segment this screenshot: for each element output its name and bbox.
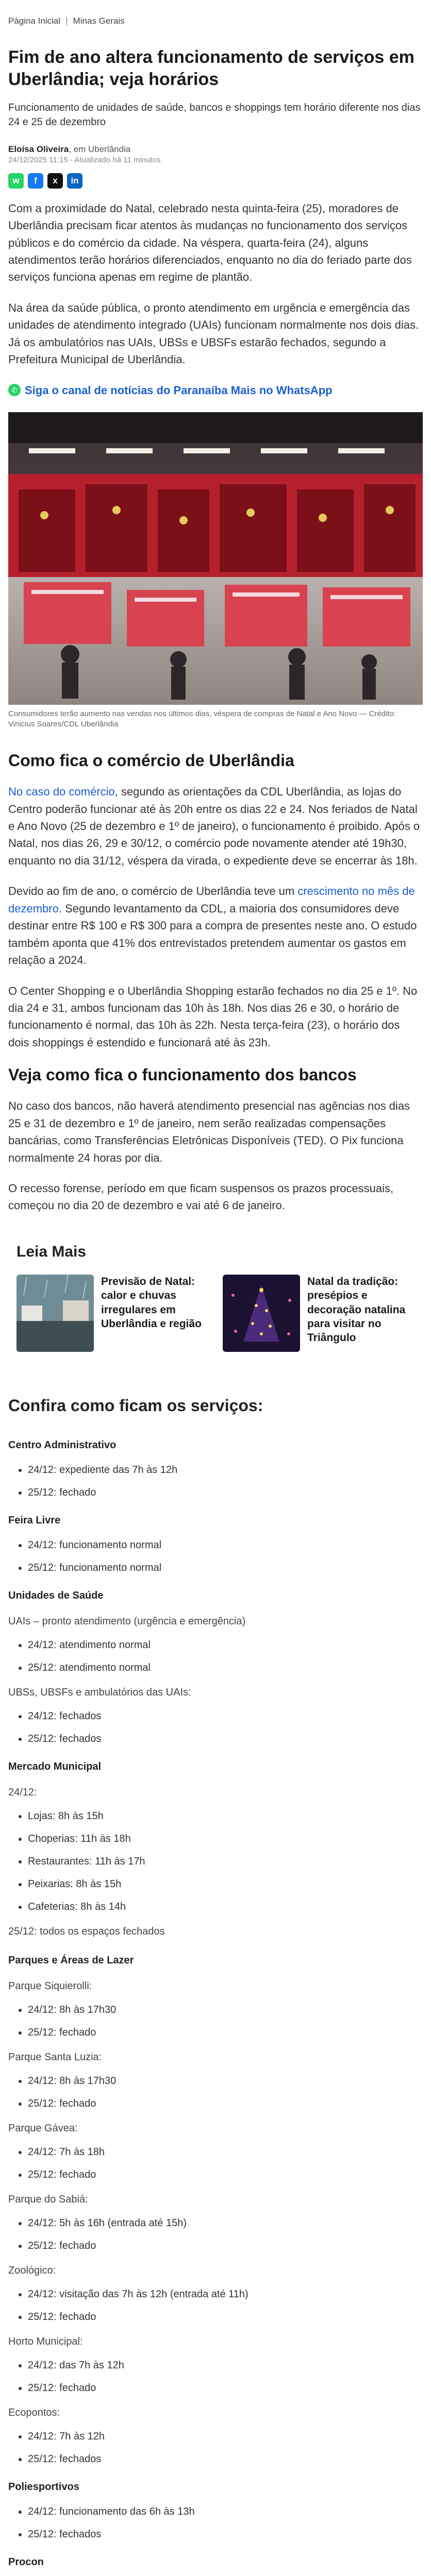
- hero-image: [8, 412, 423, 705]
- whatsapp-channel-link[interactable]: [8, 382, 423, 399]
- list-item: • 25/12: fechados: [28, 1732, 423, 1745]
- page-title: Fim de ano altera funcionamento de serviços em Uberlândia; veja horários: [8, 47, 415, 90]
- service-subtitle: Parque Siquierolli:: [8, 1980, 92, 1992]
- x-share-icon[interactable]: x: [47, 173, 63, 189]
- list-item: • 25/12: fechados: [28, 2528, 423, 2541]
- breadcrumb-section-link[interactable]: Minas Gerais: [73, 16, 125, 26]
- author-name[interactable]: Eloísa Oliveira: [8, 144, 69, 154]
- leia-mais-row: [16, 1275, 415, 1352]
- list-item: • 25/12: atendimento normal: [28, 1661, 423, 1674]
- service-list: [8, 1809, 423, 1913]
- service-subtitle: UBSs, UBSFs e ambulatórios das UAIs:: [8, 1686, 191, 1698]
- paragraph: O Center Shopping e o Uberlândia Shopping estarão fechados no dia 25 e 1º. No dia 24 e 31, ambos funcionam das 10h às 18h. Nos dias 26 e 30, o horário de funcionamento é normal, das 10h às 22h. Nesta terça-feira (23), o horário dos dois shoppings é estendido e funcionará até às 23h.: [8, 984, 418, 1049]
- service-subtitle: Zoológico:: [8, 2264, 56, 2276]
- list-item: • Restaurantes: 11h às 17h: [28, 1855, 423, 1868]
- leia-mais-thumbnail: [16, 1275, 94, 1352]
- list-item: • Peixarias: 8h às 15h: [28, 1877, 423, 1891]
- list-item: • 25/12: fechado: [28, 2310, 423, 2324]
- breadcrumb: [8, 0, 423, 46]
- list-item: • 24/12: funcionamento das 6h às 13h: [28, 2505, 423, 2518]
- leia-mais-title: Natal da tradição: presépios e decoração natalina para visitar no Triângulo: [307, 1275, 406, 1344]
- list-item: • Choperias: 11h às 18h: [28, 1832, 423, 1845]
- service-subtitle: Parque do Sabiá:: [8, 2193, 88, 2205]
- list-item: • 25/12: funcionamento normal: [28, 1561, 423, 1574]
- list-item: • Lojas: 8h às 15h: [28, 1809, 423, 1823]
- rainy-street-image: [16, 1275, 94, 1352]
- service-list: [8, 2359, 423, 2395]
- service-title: Procon: [8, 2556, 44, 2568]
- service-list: [8, 1538, 423, 1574]
- image-caption: Consumidores terão aumento nas vendas nos últimos dias, véspera de compras de Natal e Ano Novo — Crédito: Vinicius Soares/CDL Uberlândia: [8, 709, 396, 728]
- service-subtitle: Parque Gávea:: [8, 2122, 78, 2134]
- list-item: • 24/12: 8h às 17h30: [28, 2003, 423, 2016]
- crescimento-link[interactable]: crescimento no mês de dezembro: [8, 885, 415, 915]
- list-item: • 25/12: fechado: [28, 2239, 423, 2252]
- service-list: [8, 2430, 423, 2466]
- article-lead: Funcionamento de unidades de saúde, bancos e shoppings tem horário diferente nos dias 24 e 25 de dezembro: [8, 101, 421, 128]
- service-list: [8, 2003, 423, 2039]
- service-title: Centro Administrativo: [8, 1439, 117, 1451]
- paragraph: O recesso forense, período em que ficam suspensos os prazos processuais, começou no dia 20 de dezembro e vai até 6 de janeiro.: [8, 1182, 394, 1212]
- paragraph-text: , segundo as orientações da CDL Uberlândia, as lojas do Centro poderão funcionar até às 20h entre os dias 22 e 24. Nos feriados de Natal e Ano Novo (25 de dezembro e 1º de janeiro), o funcionamento é proibido. Após o Natal, nos dias 26, 29 e 30/12, o comércio pode novamente atender até 19h30, enquanto no dia 31/12, véspera da virada, o expediente deve se encerrar às 18h.: [8, 785, 420, 867]
- list-item: • 24/12: expediente das 7h às 12h: [28, 1463, 423, 1477]
- list-item: • Cafeterias: 8h às 14h: [28, 1900, 423, 1913]
- list-item: • 25/12: fechado: [28, 2097, 423, 2110]
- whatsapp-channel-label: Siga o canal de notícias do Paranaíba Mais no WhatsApp: [25, 383, 333, 397]
- breadcrumb-separator-icon: |: [65, 16, 68, 26]
- list-item: • 24/12: atendimento normal: [28, 1638, 423, 1652]
- service-subtitle: Parque Santa Luzia:: [8, 2051, 102, 2063]
- paragraph: Com a proximidade do Natal, celebrado nesta quinta-feira (25), moradores de Uberlândia precisam ficar atentos às mudanças no funcionamento dos serviços públicos e do comércio da cidade. Na véspera, quarta-feira (24), alguns atendimentos terão horários diferenciados, enquanto no dia do feriado parte dos serviços funciona apenas em regime de plantão.: [8, 201, 412, 284]
- section-heading-bancos: Veja como fica o funcionamento dos bancos: [8, 1065, 357, 1084]
- paragraph: [8, 783, 423, 869]
- publish-dates: 24/12/2025 11:15 - Atualizado há 11 minutos: [8, 156, 161, 165]
- list-item: • 24/12: funcionamento normal: [28, 1538, 423, 1552]
- service-subtitle: 25/12: todos os espaços fechados: [8, 1925, 165, 1937]
- linkedin-share-icon[interactable]: in: [67, 173, 82, 189]
- confira-heading: Confira como ficam os serviços:: [8, 1396, 263, 1415]
- list-item: • 24/12: fechados: [28, 1709, 423, 1723]
- list-item: • 24/12: 8h às 17h30: [28, 2074, 423, 2088]
- paragraph-text: Devido ao fim de ano, o comércio de Uberlândia teve um: [8, 885, 298, 898]
- leia-mais-thumbnail: [223, 1275, 300, 1352]
- comercio-link[interactable]: No caso do comércio: [8, 785, 115, 799]
- service-list: [8, 2145, 423, 2181]
- leia-mais-card[interactable]: [16, 1275, 208, 1352]
- list-item: • 24/12: 7h às 12h: [28, 2430, 423, 2443]
- service-subtitle: Ecopontos:: [8, 2406, 60, 2418]
- paragraph: [8, 883, 423, 969]
- service-subtitle: 24/12:: [8, 1786, 37, 1798]
- service-list: [8, 1709, 423, 1745]
- whatsapp-share-icon[interactable]: w: [8, 173, 24, 189]
- service-title: Feira Livre: [8, 1514, 61, 1526]
- service-list: [8, 2505, 423, 2541]
- list-item: • 25/12: fechado: [28, 2168, 423, 2181]
- leia-mais-card[interactable]: [223, 1275, 415, 1352]
- facebook-share-icon[interactable]: f: [28, 173, 43, 189]
- service-list: [8, 2074, 423, 2110]
- list-item: • 25/12: fechado: [28, 2026, 423, 2039]
- christmas-lights-image: [223, 1275, 300, 1352]
- service-list: [8, 1638, 423, 1674]
- service-title: Unidades de Saúde: [8, 1589, 104, 1601]
- paragraph: No caso dos bancos, não haverá atendimento presencial nas agências nos dias 25 e 31 de dezembro e 1º de janeiro, nem serão realizadas compensações bancárias, como Transferências Eletrônicas Disponíveis (TED). O Pix funciona normalmente 24 horas por dia.: [8, 1099, 410, 1164]
- service-title: Mercado Municipal: [8, 1760, 102, 1772]
- service-subtitle: Horto Municipal:: [8, 2335, 83, 2347]
- list-item: • 24/12: visitação das 7h às 12h (entrada até 11h): [28, 2287, 423, 2301]
- share-bar: [8, 173, 423, 189]
- author-location: , em Uberlândia: [69, 144, 131, 154]
- whatsapp-icon: ✆: [8, 384, 21, 396]
- leia-mais-title: Previsão de Natal: calor e chuvas irregulares em Uberlândia e região: [101, 1275, 202, 1330]
- store-photo: [8, 412, 423, 705]
- service-list: [8, 2287, 423, 2324]
- list-item: • 24/12: das 7h às 12h: [28, 2359, 423, 2372]
- paragraph: Na área da saúde pública, o pronto atendimento em urgência e emergência das unidades de atendimento integrado (UAIs) funcionam normalmente nos dois dias. Já os ambulatórios nas UAIs, UBSs e UBSFs estarão fechados, segundo a Prefeitura Municipal de Uberlândia.: [8, 301, 419, 366]
- list-item: • 24/12: 7h às 18h: [28, 2145, 423, 2159]
- leia-mais-heading: Leia Mais: [16, 1243, 87, 1260]
- byline: [8, 144, 423, 166]
- list-item: • 25/12: fechado: [28, 2381, 423, 2395]
- service-list: [8, 1463, 423, 1499]
- leia-mais: [8, 1235, 423, 1357]
- breadcrumb-home-link[interactable]: Página Inicial: [8, 16, 61, 26]
- section-heading-comercio: Como fica o comércio de Uberlândia: [8, 751, 294, 770]
- paragraph-text: . Segundo levantamento da CDL, a maioria dos consumidores deve destinar entre R$ 100 e R$ 300 para a compra de presentes neste ano. O estudo também aponta que 41% dos entrevistados pretendem aumentar os gastos em relação a 2024.: [8, 902, 417, 967]
- service-subtitle: UAIs – pronto atendimento (urgência e emergência): [8, 1615, 246, 1627]
- list-item: • 24/12: 5h às 16h (entrada até 15h): [28, 2216, 423, 2230]
- service-list: [8, 2216, 423, 2252]
- service-title: Parques e Áreas de Lazer: [8, 1954, 134, 1966]
- service-title: Poliesportivos: [8, 2481, 79, 2493]
- list-item: • 25/12: fechado: [28, 1486, 423, 1499]
- list-item: • 25/12: fechados: [28, 2452, 423, 2466]
